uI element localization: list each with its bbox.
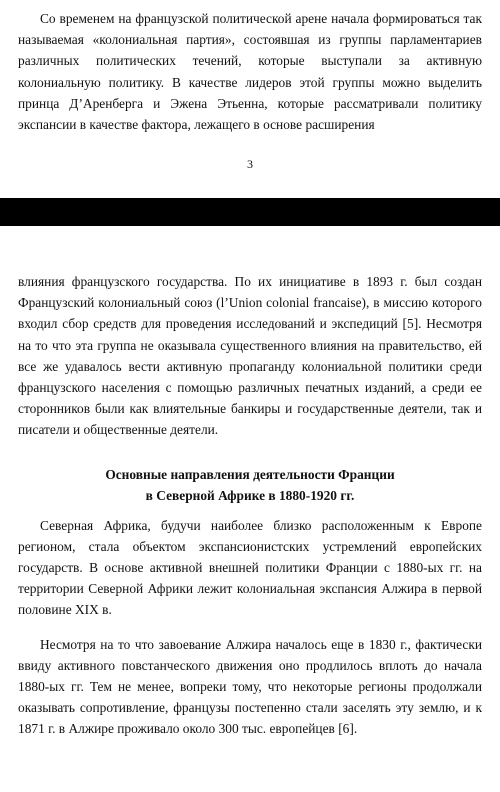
body-paragraph: Несмотря на то что завоевание Алжира началось еще в 1830 г., фактически ввиду активного повстанческого движения оно продлилось вплоть до начала 1880-ых гг. Тем не менее, вопреки тому, что некоторые регионы продолжали оказывать сопротивление, французы постепенно стали заселять эту землю, и к 1871 г. в Алжире проживало около 300 тыс. европейцев [6]. [18,636,482,737]
page-number: 3 [247,157,253,172]
body-paragraph-continuation: влияния французского государства. По их инициативе в 1893 г. был создан Французский колониальный союз (l’Union colonial francaise), в миссию которого входил сбор средств для проведения исследований и экспедиций [5]. Несмотря на то что эта группа не оказывала существенного влияния на правительство, ей все же удавалось вести активную пропаганду колониальной политики среди французского населения с помощью различных печатных изданий, а среди ее сторонников были как влиятельные банкиры и государственные деятели, так и писатели и общественные деятели. [18,274,482,438]
document-page-top [0,0,500,198]
page-separator [0,198,500,226]
section-heading [18,464,482,506]
body-paragraph: Северная Африка, будучи наиболее близко расположенным к Европе регионом, стала объектом экспансионистских устремлений европейских государств. В основе активной внешней политики Франции с 1880-ых гг. на территории Северной Африки лежит колониальная экспансия Алжира в первой половине XIX в. [18,517,482,618]
section-heading-line1: Основные направления деятельности Франции [105,466,395,482]
document-page-bottom [0,226,500,792]
section-heading-line2: в Северной Африке в 1880-1920 гг. [145,487,355,503]
body-paragraph: Со временем на французской политической арене начала формироваться так называемая «колониальная партия», состоявшая из группы парламентариев различных политических течений, которые выступали за активную колониальную политику. В качестве лидеров этой группы можно выделить принца Д’Аренберга и Эжена Этьенна, которые рассматривали политику экспансии в качестве фактора, лежащего в основе расширения [18,11,482,133]
